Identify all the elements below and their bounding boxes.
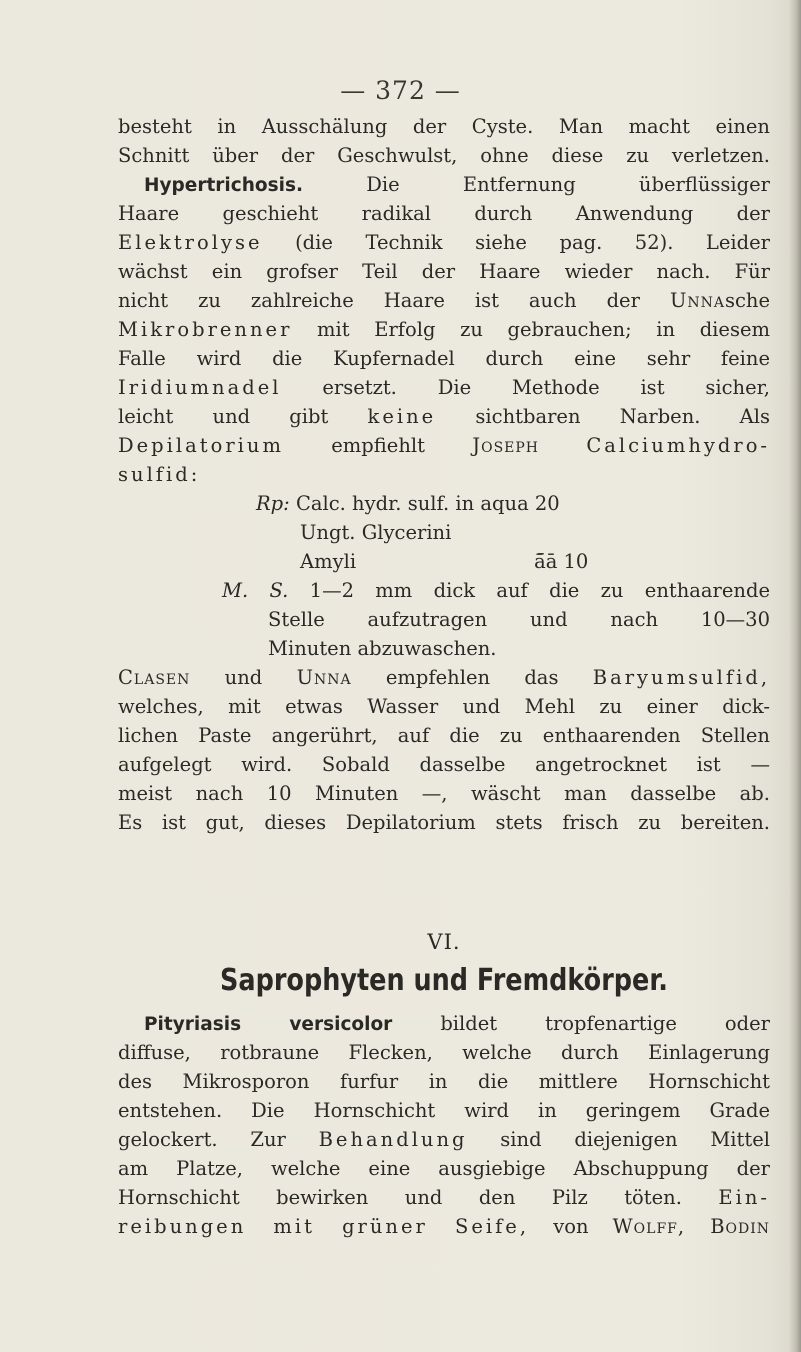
text-line: gelockert. Zur Behandlung sind diejenigen Mittel [118,1128,770,1151]
text-line: leicht und gibt keine sichtbaren Narben. Als [118,405,770,428]
author-name: Unna [669,289,725,312]
spaced-term: Iridiumnadel [118,376,282,399]
text-line: Elektrolyse (die Technik siehe pag. 52). Leider [118,231,770,254]
text-line: diffuse, rotbraune Flecken, welche durch Einlagerung [118,1041,770,1064]
spaced-term: Behandlung [318,1128,468,1151]
recipe-mark: Rp: [256,492,290,515]
spaced-term: reibungen mit grüner Seife, [118,1215,530,1238]
page-edge-shadow [789,0,801,1352]
keyword-pityriasis: Pityriasis versicolor [144,1014,393,1035]
text-line: wächst ein grofser Teil der Haare wieder nach. Für [118,260,770,283]
body-text [118,112,770,1241]
text-line: sulfid: [118,463,201,486]
signa-mark: M. S. [222,579,289,602]
spaced-term: Baryumsulfid, [592,666,771,689]
text-line: lichen Paste angerührt, auf die zu enthaarenden Stellen [118,724,770,747]
recipe-line: M. S. 1—2 mm dick auf die zu enthaarende [222,579,770,602]
dose-value: ā̄ā 10 [534,550,589,573]
text-line: Clasen und Unna empfehlen das Baryumsulfid, [118,666,771,689]
text-line: Hypertrichosis. Die Entfernung überflüssiger [144,173,770,196]
spaced-term: keine [367,405,437,428]
spaced-term: Calciumhydro- [586,434,771,457]
text-line: Pityriasis versicolor bildet tropfenartige oder [144,1012,770,1035]
text-line: Schnitt über der Geschwulst, ohne diese zu verletzen. [118,144,770,167]
author-name: Joseph [472,434,540,457]
recipe-line: Ungt. Glycerini [300,521,452,544]
text-line: aufgelegt wird. Sobald dasselbe angetrocknet ist — [118,753,770,776]
text-line: Mikrobrenner mit Erfolg zu gebrauchen; in diesem [118,318,771,341]
text-line: Haare geschieht radikal durch Anwendung der [118,202,770,225]
spaced-term: Ein- [718,1186,770,1209]
text-line: Hornschicht bewirken und den Pilz töten. Ein- [118,1186,770,1209]
recipe-line: Rp: Calc. hydr. sulf. in aqua 20 [256,492,560,515]
text-line: des Mikrosporon furfur in die mittlere Hornschicht [118,1070,770,1093]
author-name: Wolff, Bodin [612,1215,771,1238]
text-line: nicht zu zahlreiche Haare ist auch der Unnasche [118,289,771,312]
text-line: Iridiumnadel ersetzt. Die Methode ist sicher, [118,376,770,399]
spaced-term: Mikrobrenner [118,318,293,341]
section-number: VI. [427,930,461,954]
page-number: — 372 — [340,76,461,105]
text-line: am Platze, welche eine ausgiebige Abschuppung der [118,1157,770,1180]
author-name: Clasen [118,666,191,689]
text-line: Es ist gut, dieses Depilatorium stets frisch zu bereiten. [118,811,770,834]
recipe-line: Stelle aufzutragen und nach 10—30 [268,608,770,631]
text-line: besteht in Ausschälung der Cyste. Man macht einen [118,115,770,138]
text-line: entstehen. Die Hornschicht wird in geringem Grade [118,1099,770,1122]
section-title: Saprophyten und Fremdkörper. [220,963,668,998]
text-line: welches, mit etwas Wasser und Mehl zu einer dick- [118,695,770,718]
text-line: reibungen mit grüner Seife, von Wolff, Bodin [118,1215,771,1238]
spaced-term: Depilatorium [118,434,284,457]
text-line: meist nach 10 Minuten —, wäscht man dasselbe ab. [118,782,770,805]
spaced-term: Elektrolyse [118,231,263,254]
text-line: Depilatorium empfiehlt Joseph Calciumhydro- [118,434,771,457]
recipe-line: Amyli ā̄ā 10 [300,550,589,573]
text-line: Falle wird die Kupfernadel durch eine sehr feine [118,347,770,370]
author-name: Unna [296,666,352,689]
keyword-hypertrichosis: Hypertrichosis. [144,175,304,196]
recipe-line: Minuten abzuwaschen. [268,637,497,660]
